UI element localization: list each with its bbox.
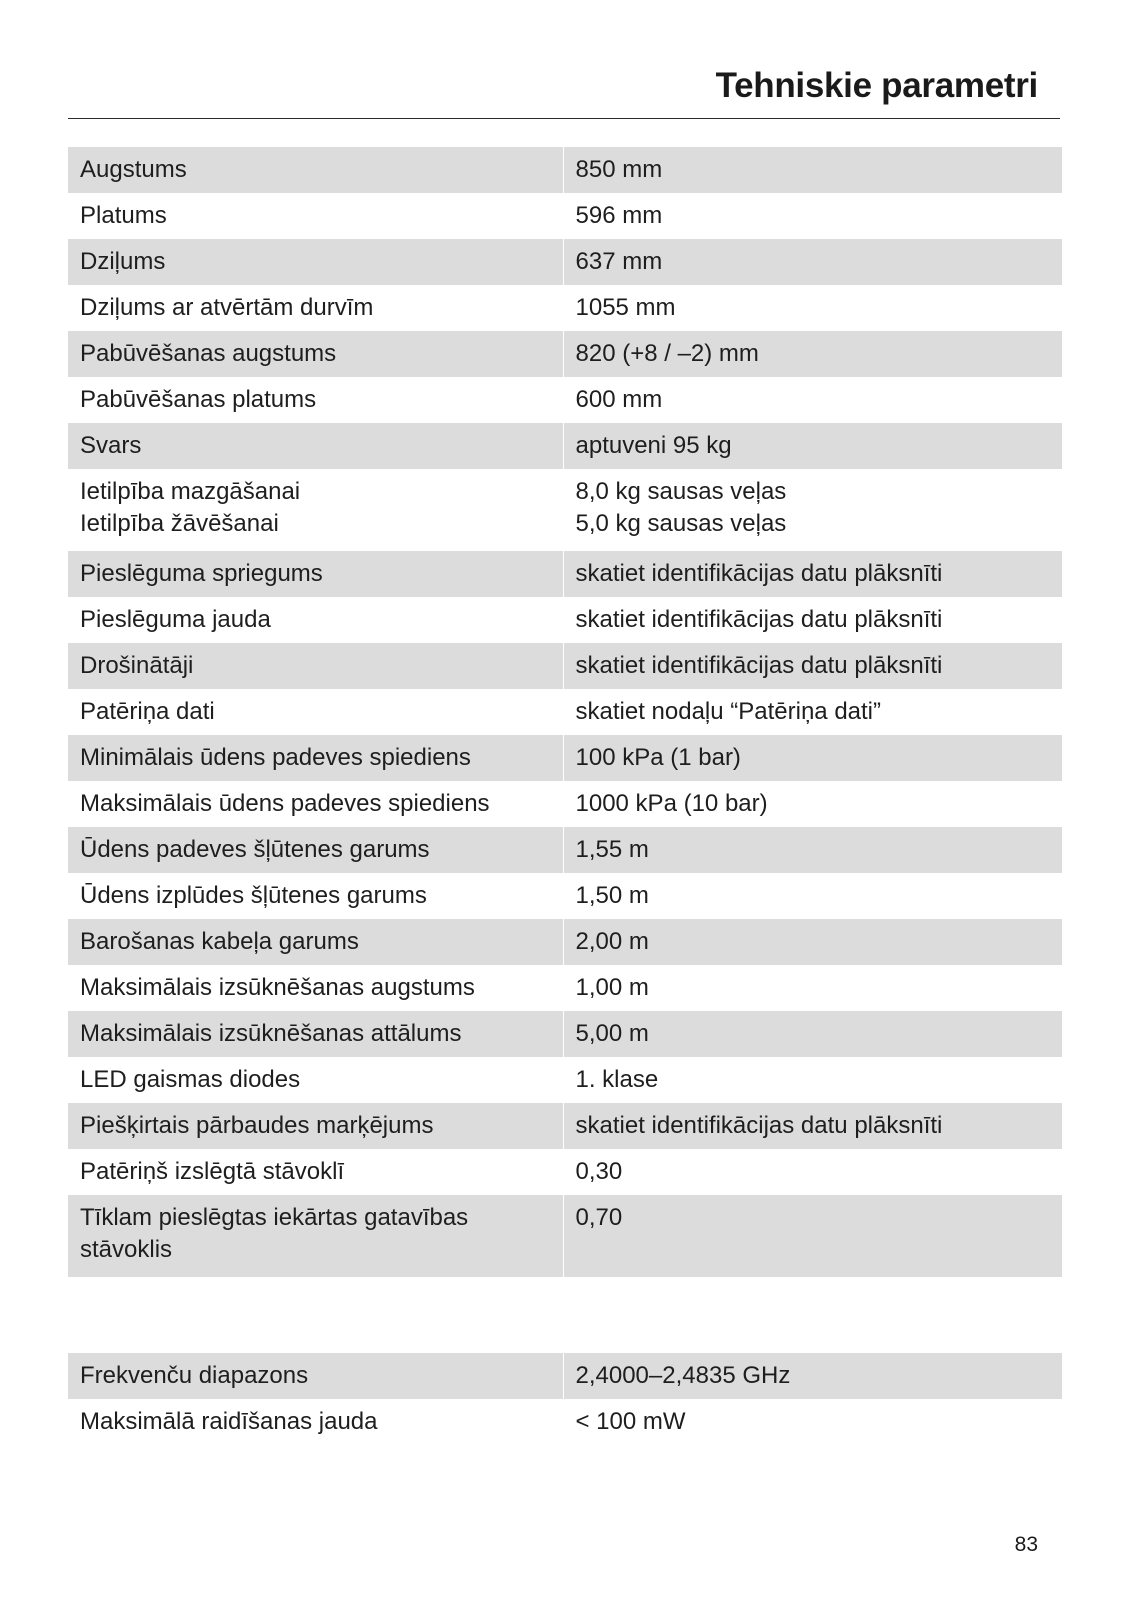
spec-value: 0,70	[564, 1195, 1063, 1277]
spec-value: skatiet identifikācijas datu plāksnīti	[564, 551, 1063, 597]
table-row	[68, 1103, 1062, 1149]
table-row	[68, 285, 1062, 331]
spec-label: Frekvenču diapazons	[68, 1353, 563, 1399]
spec-label: Augstums	[68, 147, 563, 193]
table-row	[68, 1057, 1062, 1103]
spec-label: Patēriņš izslēgtā stāvoklī	[80, 1158, 345, 1185]
spec-label: Pabūvēšanas augstums	[68, 331, 563, 377]
page-number: 83	[1014, 1533, 1038, 1556]
table-row	[68, 1149, 1062, 1195]
table-row	[68, 827, 1062, 873]
spec-label: Pabūvēšanas platums	[80, 386, 317, 413]
spec-value: 637 mm	[564, 239, 1063, 285]
table-row	[68, 873, 1062, 919]
spec-label: Dziļums	[68, 239, 563, 285]
page-title: Tehniskie parametri	[715, 66, 1038, 105]
table-row	[68, 689, 1062, 735]
table-row	[68, 781, 1062, 827]
spec-value: 5,00 m	[564, 1011, 1063, 1057]
table-row	[68, 147, 1062, 193]
spec-value: 850 mm	[564, 147, 1063, 193]
spec-value: skatiet nodaļu “Patēriņa dati”	[575, 698, 882, 725]
table-row	[68, 643, 1062, 689]
spec-value: 820 (+8 / –2) mm	[564, 331, 1063, 377]
spec-value: aptuveni 95 kg	[564, 423, 1063, 469]
spec-value: 100 kPa (1 bar)	[564, 735, 1063, 781]
table-row	[68, 1353, 1062, 1399]
spec-label-line: Ietilpība žāvēšanai	[80, 510, 279, 537]
table-row	[68, 551, 1062, 597]
spec-value: 1,55 m	[564, 827, 1063, 873]
table-row	[68, 919, 1062, 965]
radio-spec-table	[68, 1353, 1062, 1445]
spec-label: Drošinātāji	[68, 643, 563, 689]
title-divider	[68, 118, 1060, 119]
spec-value: 2,4000–2,4835 GHz	[564, 1353, 1063, 1399]
table-row	[68, 1195, 1062, 1277]
table-row	[68, 377, 1062, 423]
spec-label-line: Tīklam pieslēgtas iekārtas gatavības	[80, 1204, 469, 1231]
table-row	[68, 1399, 1062, 1445]
spec-value: 2,00 m	[564, 919, 1063, 965]
table-row	[68, 239, 1062, 285]
spec-label: Maksimālais izsūknēšanas attālums	[68, 1011, 563, 1057]
spec-label-line: Ietilpība mazgāšanai	[80, 478, 301, 505]
table-row	[68, 423, 1062, 469]
spec-label: Barošanas kabeļa garums	[68, 919, 563, 965]
spec-label: Maksimālais izsūknēšanas augstums	[80, 974, 475, 1001]
table-row	[68, 965, 1062, 1011]
spec-label: Patēriņa dati	[80, 698, 215, 725]
spec-label: Maksimālā raidīšanas jauda	[80, 1408, 378, 1435]
spec-value: 1. klase	[575, 1066, 659, 1093]
spec-label: Maksimālais ūdens padeves spiediens	[80, 790, 490, 817]
spec-label: Minimālais ūdens padeves spiediens	[68, 735, 563, 781]
spec-value: 1,00 m	[575, 974, 649, 1001]
spec-label: LED gaismas diodes	[80, 1066, 301, 1093]
table-row	[68, 1011, 1062, 1057]
spec-value: 600 mm	[575, 386, 663, 413]
table-row	[68, 597, 1062, 643]
spec-label: Piešķirtais pārbaudes marķējums	[68, 1103, 563, 1149]
spec-value: 1,50 m	[575, 882, 649, 909]
spec-label	[68, 1195, 563, 1277]
spec-value: skatiet identifikācijas datu plāksnīti	[575, 606, 943, 633]
spec-value	[564, 469, 1063, 551]
spec-label-line: stāvoklis	[80, 1236, 173, 1263]
spec-label: Ūdens izplūdes šļūtenes garums	[80, 882, 427, 909]
spec-label: Platums	[80, 202, 167, 229]
spec-label	[68, 469, 563, 551]
table-row	[68, 193, 1062, 239]
spec-value: 0,30	[575, 1158, 623, 1185]
spec-value-line: 8,0 kg sausas veļas	[575, 478, 787, 505]
spec-value-line: 5,0 kg sausas veļas	[575, 510, 787, 537]
table-row	[68, 735, 1062, 781]
spec-value: skatiet identifikācijas datu plāksnīti	[564, 1103, 1063, 1149]
spec-label: Pieslēguma jauda	[80, 606, 271, 633]
spec-label: Dziļums ar atvērtām durvīm	[80, 294, 374, 321]
table-row	[68, 331, 1062, 377]
spec-label: Pieslēguma spriegums	[68, 551, 563, 597]
spec-table	[68, 147, 1062, 1277]
spec-value: 1000 kPa (10 bar)	[575, 790, 768, 817]
table-row	[68, 469, 1062, 551]
spec-label: Svars	[68, 423, 563, 469]
spec-value: 1055 mm	[575, 294, 676, 321]
spec-label: Ūdens padeves šļūtenes garums	[68, 827, 563, 873]
spec-value: 596 mm	[575, 202, 663, 229]
spec-value: skatiet identifikācijas datu plāksnīti	[564, 643, 1063, 689]
spec-value: < 100 mW	[575, 1408, 686, 1435]
